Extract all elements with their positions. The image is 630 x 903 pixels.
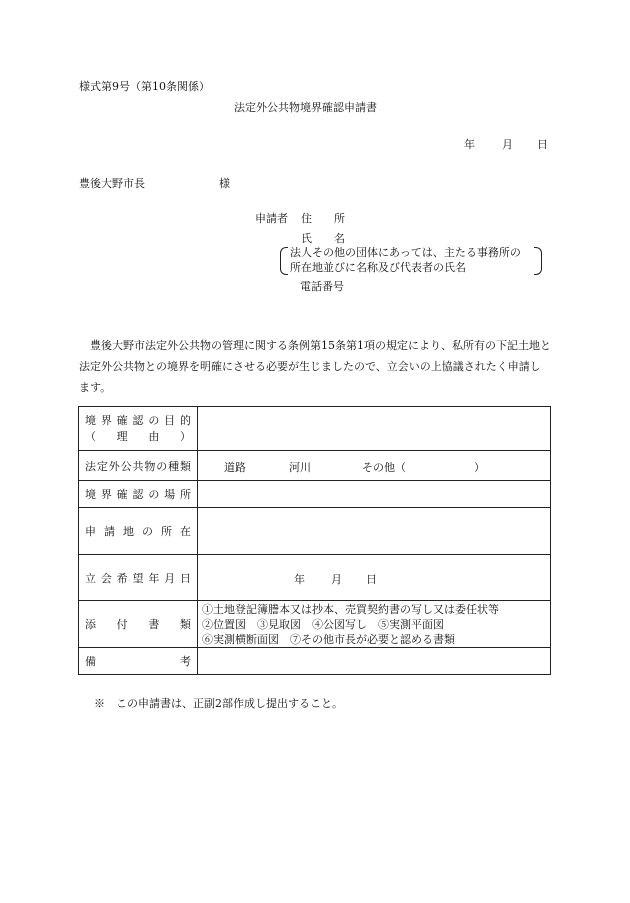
table-row [79, 451, 551, 481]
left-bracket [280, 247, 288, 275]
date-label: 立会希望年月日 [79, 555, 198, 601]
date-month-label: 月 [502, 138, 513, 151]
addressee-name: 豊後大野市長 [79, 177, 145, 190]
applicant-phone-label: 電話番号 [300, 280, 344, 293]
type-label: 法定外公共物の種類 [79, 451, 198, 481]
type-other[interactable]: その他（ [362, 460, 406, 474]
witness-date-month: 月 [331, 572, 342, 586]
type-value-cell [198, 451, 551, 481]
attachment-line1: ①土地登記簿謄本又は抄本、売買契約書の写し又は委任状等 [202, 602, 499, 616]
remarks-label: 備考 [79, 648, 198, 675]
remarks-value-cell[interactable] [198, 648, 551, 675]
paren-close: ） [179, 429, 191, 443]
corporate-note-line1: 法人その他の団体にあっては、主たる事務所の [290, 246, 521, 259]
type-road[interactable]: 道路 [224, 460, 246, 474]
right-bracket [534, 247, 542, 275]
application-table [78, 406, 551, 675]
type-other-close: ） [474, 460, 485, 474]
date-value-cell [198, 555, 551, 601]
addressee-honorific: 様 [219, 177, 230, 190]
purpose-label-cell [79, 407, 198, 451]
attachment-line3: ⑥実測横断面図 ⑦その他市長が必要と認める書類 [202, 632, 455, 646]
table-row [79, 601, 551, 648]
form-number: 様式第9号（第10条関係） [79, 80, 210, 93]
table-row [79, 508, 551, 555]
attachments-label: 添付書類 [79, 601, 198, 648]
footer-note: ※ この申請書は、正副2部作成し提出すること。 [94, 697, 343, 710]
location-value-cell[interactable] [198, 481, 551, 508]
date-day-label: 日 [537, 138, 548, 151]
request-body-text: 豊後大野市法定外公共物の管理に関する条例第15条第1項の規定により、私所有の下記土地と法定外公共物との境界を明確にさせる必要が生じましたので、立会いの上協議されたく申請します。 [79, 339, 551, 394]
reason-char2: 由 [148, 429, 160, 443]
corporate-note [280, 246, 542, 276]
table-row [79, 648, 551, 675]
table-row [79, 481, 551, 508]
table-row [79, 555, 551, 601]
applicant-label: 申請者 [255, 212, 288, 225]
purpose-value-cell[interactable] [198, 407, 551, 451]
witness-date-day: 日 [366, 572, 377, 586]
site-value-cell[interactable] [198, 508, 551, 555]
location-label: 境界確認の場所 [79, 481, 198, 508]
witness-date-year: 年 [294, 572, 305, 586]
site-label: 申請地の所在 [79, 508, 198, 555]
document-title: 法定外公共物境界確認申請書 [234, 101, 377, 114]
attachment-line2: ②位置図 ③見取図 ④公図写し ⑤実測平面図 [202, 617, 444, 631]
date-year-label: 年 [464, 138, 475, 151]
type-river[interactable]: 河川 [289, 460, 311, 474]
attachments-value-cell [198, 601, 551, 648]
reason-char1: 理 [116, 429, 128, 443]
applicant-name-label: 氏 名 [301, 232, 345, 245]
purpose-sub-label [85, 429, 191, 445]
purpose-label: 境界確認の目的 [85, 413, 191, 427]
paren-open: （ [85, 429, 96, 443]
table-row [79, 407, 551, 451]
applicant-address-label: 住 所 [301, 212, 345, 225]
corporate-note-line2: 所在地並びに名称及び代表者の氏名 [290, 261, 466, 274]
